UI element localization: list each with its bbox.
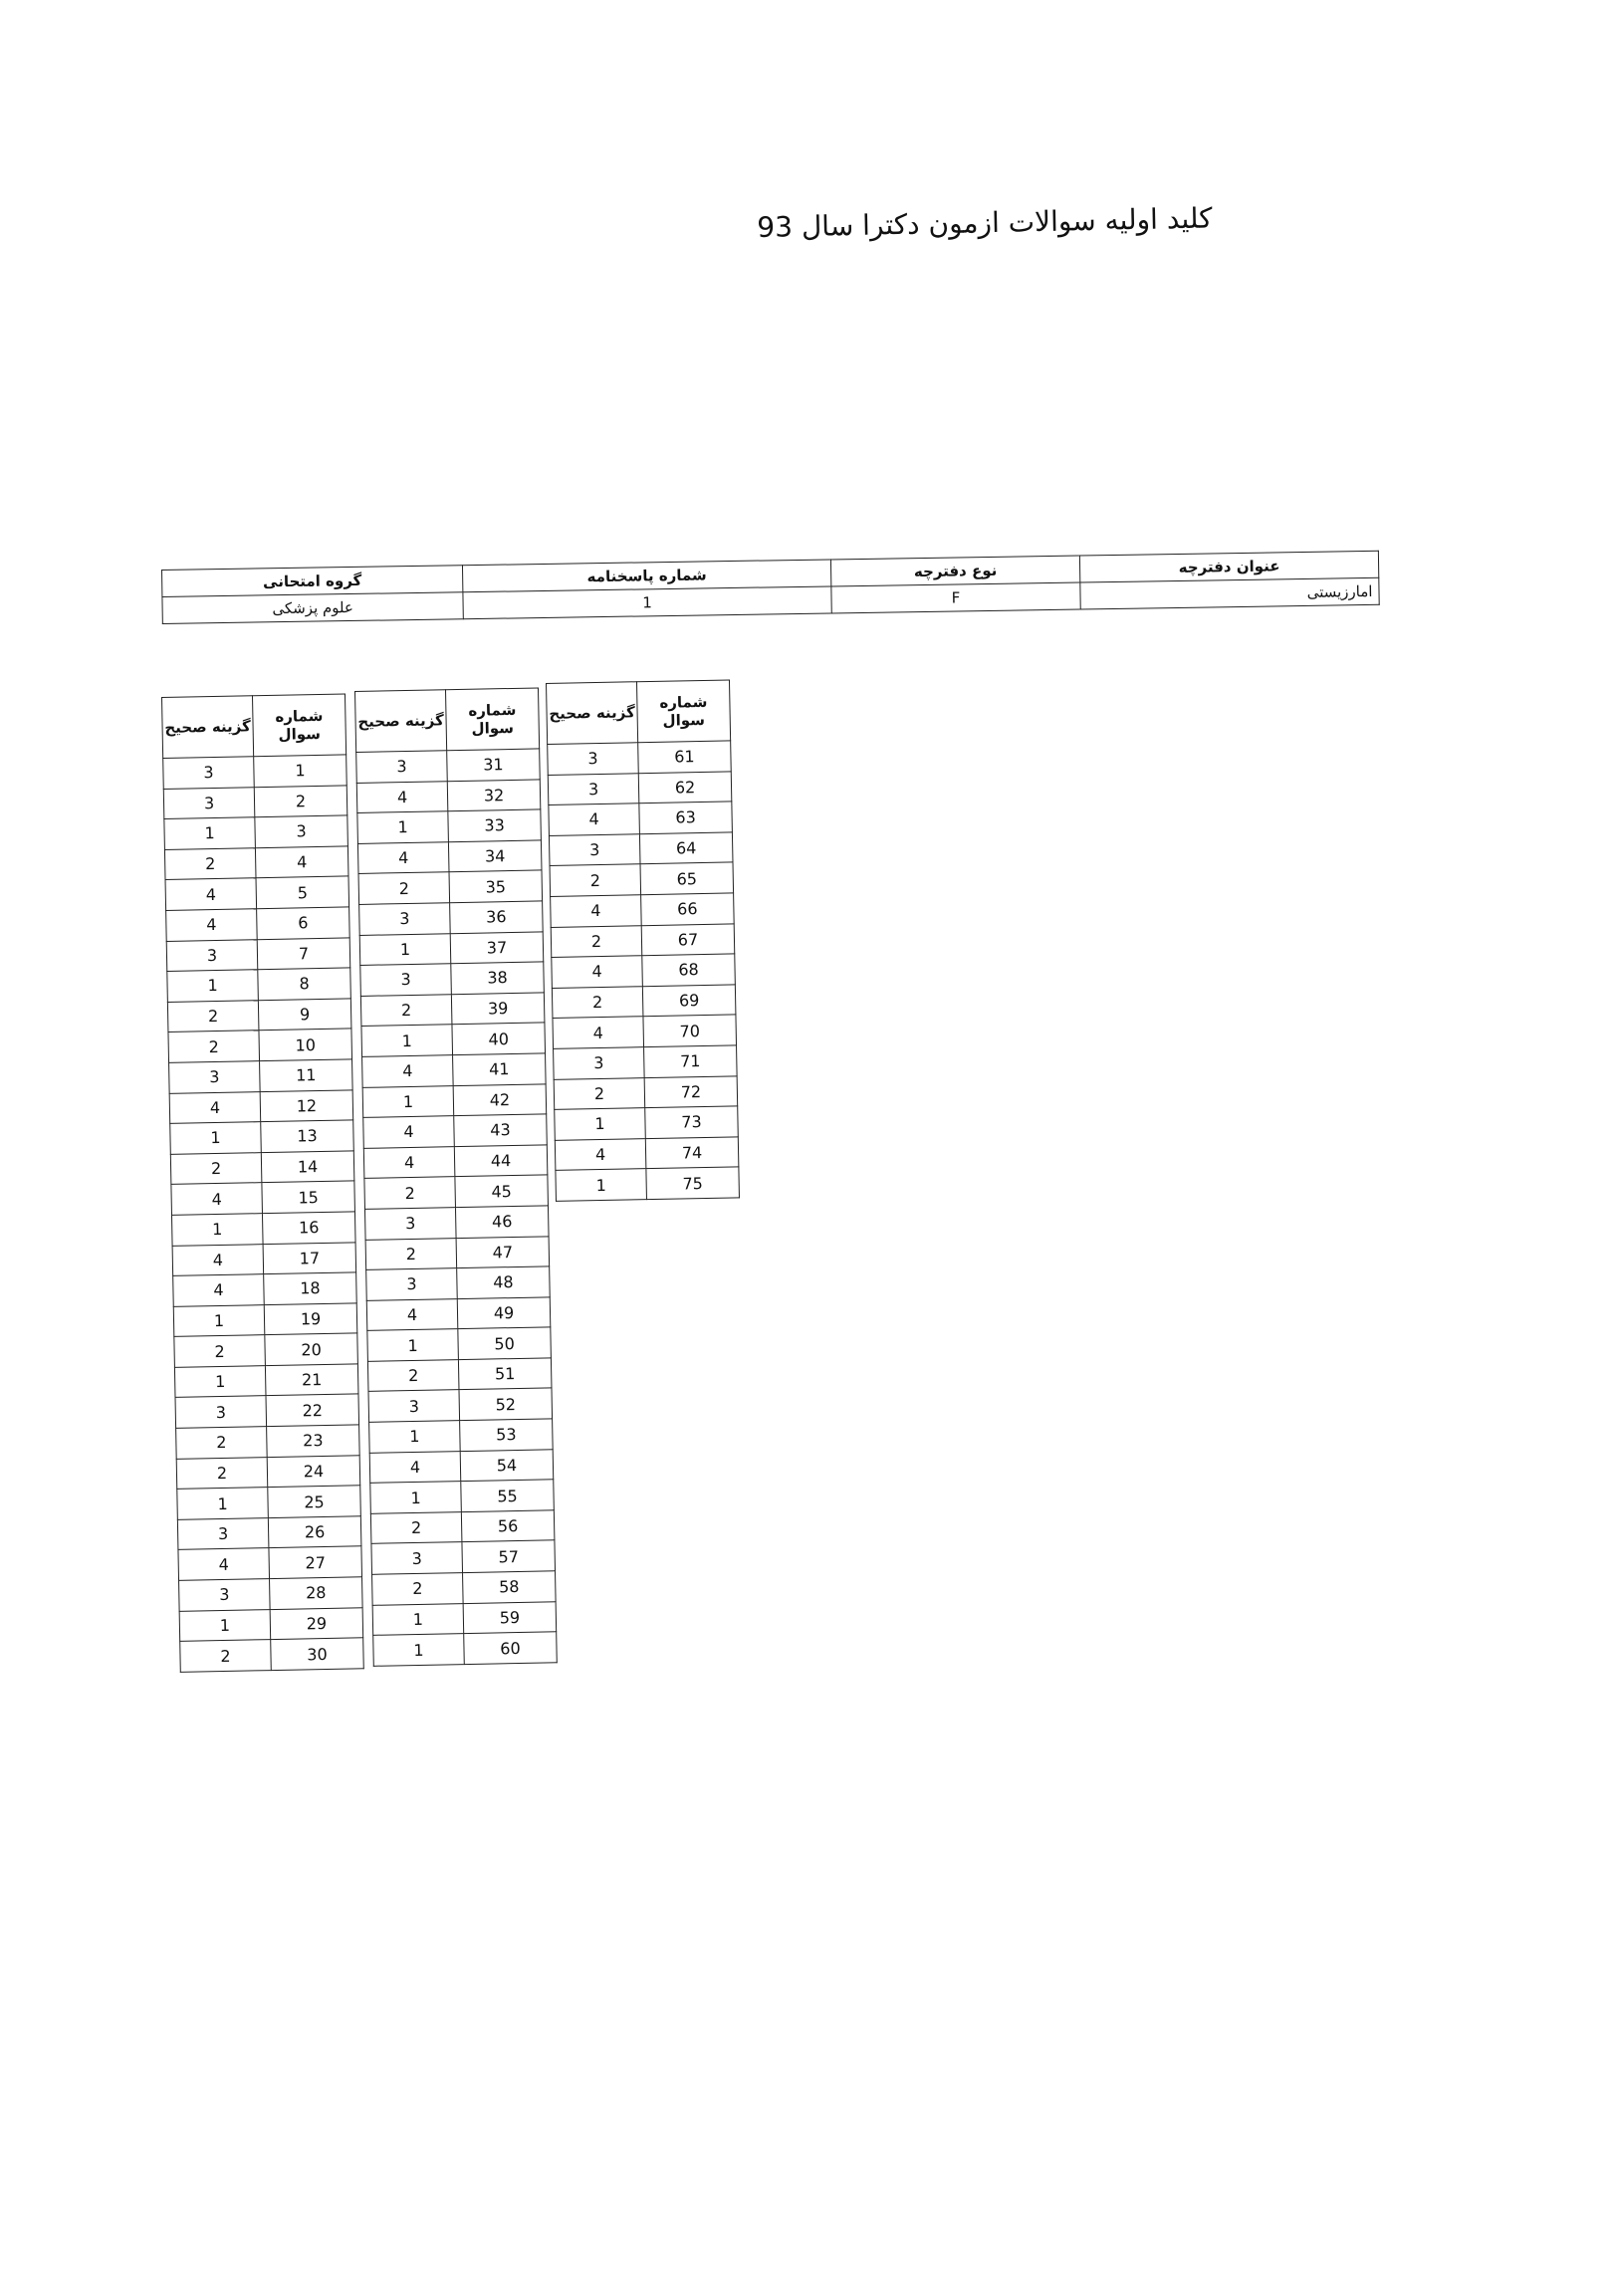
answer-key-header-row: [355, 688, 540, 753]
question-number-cell: 15: [262, 1181, 355, 1213]
question-number-cell: 9: [258, 999, 351, 1031]
answer-key-row: [166, 937, 350, 971]
correct-option-header: گزینه صحیح: [355, 690, 447, 753]
answer-key-header-row: [547, 680, 731, 745]
question-number-cell: 36: [450, 901, 544, 933]
answer-key-row: [169, 1089, 353, 1123]
question-number-cell: 14: [261, 1151, 354, 1183]
question-number-cell: 28: [270, 1577, 363, 1609]
question-number-header: شماره سوال: [636, 680, 730, 743]
correct-option-cell: 4: [173, 1274, 265, 1306]
booklet-type-header: نوع دفترچه: [830, 556, 1079, 586]
answer-key-row: [370, 1510, 555, 1544]
answer-key-row: [164, 815, 348, 849]
correct-option-cell: 2: [367, 1359, 459, 1391]
question-number-cell: 21: [265, 1364, 358, 1396]
question-number-cell: 6: [257, 907, 350, 939]
answer-key-row: [363, 1114, 548, 1148]
answer-key-row: [367, 1327, 552, 1361]
answer-key-row: [367, 1358, 552, 1392]
answer-key-row: [179, 1577, 363, 1611]
answer-key-row: [171, 1212, 355, 1246]
answer-key-row: [163, 786, 347, 819]
question-number-cell: 19: [264, 1303, 357, 1335]
question-number-cell: 38: [451, 962, 545, 994]
question-number-cell: 26: [268, 1516, 361, 1548]
booklet-title-value: امارزیستی: [1080, 577, 1379, 609]
question-number-cell: 56: [461, 1510, 555, 1542]
correct-option-cell: 3: [175, 1396, 267, 1428]
answer-key-row: [170, 1151, 354, 1185]
correct-option-cell: 1: [167, 970, 259, 1002]
answer-key-row: [167, 999, 351, 1033]
correct-option-cell: 1: [373, 1634, 465, 1666]
correct-option-cell: 1: [170, 1122, 262, 1154]
correct-option-cell: 1: [370, 1482, 462, 1513]
correct-option-cell: 2: [174, 1335, 266, 1367]
booklet-type-value: F: [831, 582, 1080, 613]
correct-option-cell: 1: [556, 1169, 647, 1201]
correct-option-cell: 4: [553, 1017, 644, 1048]
question-number-cell: 68: [642, 954, 736, 986]
question-number-cell: 35: [449, 870, 543, 902]
answer-key-header-row: [162, 694, 346, 759]
question-number-cell: 13: [261, 1120, 354, 1152]
correct-option-cell: 1: [179, 1609, 271, 1641]
correct-option-cell: 1: [367, 1329, 459, 1361]
answer-key-row: [358, 870, 543, 904]
correct-option-cell: 1: [357, 811, 449, 843]
question-number-cell: 2: [254, 786, 347, 817]
answer-key-row: [173, 1272, 357, 1306]
correct-option-cell: 4: [362, 1055, 454, 1087]
correct-option-cell: 2: [370, 1511, 462, 1543]
question-number-cell: 64: [639, 832, 733, 864]
question-number-cell: 63: [639, 802, 733, 833]
question-number-cell: 23: [267, 1425, 360, 1457]
answer-key-row: [362, 1053, 547, 1087]
question-number-cell: 33: [448, 809, 542, 841]
question-number-cell: 49: [457, 1297, 551, 1329]
question-number-cell: 42: [453, 1083, 547, 1115]
answer-key-row: [553, 1015, 737, 1048]
question-number-cell: 53: [460, 1419, 554, 1451]
question-number-cell: 48: [457, 1266, 551, 1298]
question-number-cell: 40: [452, 1023, 546, 1054]
correct-option-cell: 4: [552, 956, 643, 988]
correct-option-cell: 2: [364, 1177, 456, 1209]
correct-option-cell: 2: [168, 1031, 260, 1062]
correct-option-cell: 4: [549, 804, 640, 835]
question-number-cell: 51: [458, 1358, 552, 1390]
answer-key-row: [372, 1601, 557, 1635]
answer-key-row: [359, 901, 544, 935]
answer-key-row: [549, 802, 733, 835]
correct-option-cell: 3: [366, 1268, 458, 1300]
correct-option-cell: 3: [548, 743, 639, 775]
correct-option-cell: 4: [369, 1451, 461, 1483]
correct-option-cell: 4: [363, 1146, 455, 1178]
answer-key-row: [364, 1175, 549, 1209]
answer-key-row: [554, 1075, 738, 1109]
question-number-cell: 11: [260, 1059, 353, 1091]
answer-key-row: [168, 1029, 352, 1062]
exam-group-value: علوم پزشکی: [162, 592, 463, 624]
question-number-cell: 4: [255, 846, 348, 878]
answer-key-row: [172, 1242, 356, 1275]
question-number-cell: 61: [638, 741, 732, 773]
question-number-cell: 59: [463, 1601, 557, 1633]
answer-key-row: [548, 772, 732, 805]
answer-sheet-number-value: 1: [463, 586, 831, 619]
correct-option-cell: 4: [357, 841, 449, 873]
answer-key-row: [370, 1480, 555, 1513]
correct-option-cell: 3: [356, 751, 448, 783]
answer-key-row: [360, 962, 545, 996]
correct-option-cell: 4: [356, 781, 448, 812]
question-number-cell: 45: [455, 1175, 549, 1207]
question-number-cell: 7: [257, 937, 350, 969]
answer-key-row: [555, 1137, 739, 1171]
correct-option-cell: 4: [166, 909, 258, 941]
question-number-header: شماره سوال: [445, 688, 539, 751]
answer-key-row: [169, 1059, 353, 1093]
answer-key-row: [179, 1607, 363, 1641]
question-number-cell: 5: [256, 876, 349, 908]
answer-key-table-3: [546, 679, 740, 1201]
question-number-cell: 43: [454, 1114, 548, 1146]
question-number-cell: 18: [264, 1272, 357, 1304]
correct-option-cell: 2: [180, 1640, 272, 1672]
answer-key-row: [178, 1546, 362, 1580]
answer-key-row: [373, 1632, 558, 1666]
question-number-cell: 67: [641, 923, 735, 955]
correct-option-cell: 4: [555, 1138, 646, 1170]
question-number-cell: 52: [459, 1388, 553, 1420]
correct-option-cell: 2: [551, 925, 642, 957]
question-number-cell: 20: [265, 1333, 358, 1365]
question-number-cell: 74: [645, 1137, 739, 1169]
question-number-cell: 73: [645, 1106, 739, 1138]
correct-option-cell: 1: [171, 1214, 263, 1246]
answer-key-row: [356, 749, 541, 783]
correct-option-cell: 3: [364, 1208, 456, 1240]
correct-option-cell: 4: [366, 1298, 458, 1330]
correct-option-cell: 3: [169, 1061, 261, 1093]
answer-key-row: [175, 1394, 359, 1428]
correct-option-cell: 2: [365, 1238, 457, 1269]
correct-option-cell: 1: [372, 1603, 464, 1635]
question-number-cell: 71: [644, 1045, 738, 1077]
correct-option-header: گزینه صحیح: [547, 682, 638, 745]
correct-option-cell: 3: [359, 903, 451, 935]
correct-option-cell: 2: [167, 1000, 259, 1032]
answer-sheet-number-header: شماره پاسخنامه: [462, 560, 830, 592]
question-number-cell: 24: [267, 1455, 360, 1487]
correct-option-cell: 1: [361, 1025, 453, 1056]
answer-key-row: [173, 1303, 357, 1337]
correct-option-cell: 2: [552, 986, 643, 1018]
correct-option-cell: 3: [360, 964, 452, 996]
answer-key-row: [164, 846, 348, 880]
correct-option-cell: 2: [164, 847, 256, 879]
exam-info-table: [161, 551, 1380, 624]
correct-option-cell: 3: [163, 757, 255, 789]
answer-key-row: [550, 862, 734, 896]
question-number-cell: 46: [455, 1206, 549, 1238]
answer-key-row: [165, 876, 349, 910]
question-number-cell: 66: [641, 893, 735, 925]
exam-group-header: گروه امتحانی: [162, 566, 463, 597]
question-number-cell: 25: [268, 1486, 361, 1517]
question-number-cell: 27: [269, 1546, 362, 1578]
correct-option-cell: 2: [554, 1077, 645, 1109]
correct-option-cell: 2: [170, 1152, 262, 1184]
correct-option-header: گزینه صحیح: [162, 696, 254, 759]
answer-key-row: [554, 1045, 738, 1079]
question-number-cell: 58: [463, 1571, 557, 1603]
answer-key-row: [372, 1571, 557, 1605]
correct-option-cell: 3: [368, 1390, 460, 1422]
answer-key-row: [548, 741, 732, 775]
question-number-cell: 50: [458, 1327, 552, 1359]
correct-option-cell: 3: [177, 1517, 269, 1549]
answer-key-table-2: [354, 687, 558, 1666]
correct-option-cell: 1: [362, 1085, 454, 1117]
booklet-title-header: عنوان دفترچه: [1079, 551, 1378, 582]
question-number-cell: 10: [259, 1029, 352, 1060]
question-number-cell: 69: [642, 985, 736, 1017]
question-number-cell: 1: [254, 755, 347, 787]
question-number-cell: 62: [638, 772, 732, 804]
answer-key-row: [366, 1266, 551, 1300]
correct-option-cell: 3: [548, 773, 639, 804]
correct-option-cell: 2: [550, 864, 641, 896]
answer-key-row: [176, 1425, 360, 1459]
question-number-cell: 60: [464, 1632, 558, 1664]
correct-option-cell: 2: [360, 994, 452, 1026]
correct-option-cell: 2: [372, 1573, 464, 1605]
answer-key-row: [177, 1516, 361, 1550]
correct-option-cell: 2: [176, 1427, 268, 1459]
answer-key-row: [551, 893, 735, 927]
question-number-cell: 57: [462, 1540, 556, 1572]
correct-option-cell: 3: [166, 939, 258, 971]
correct-option-cell: 1: [369, 1421, 461, 1453]
answer-key-row: [176, 1455, 360, 1489]
question-number-cell: 70: [643, 1015, 737, 1046]
question-number-cell: 55: [461, 1480, 555, 1511]
answer-key-row: [362, 1083, 547, 1117]
answer-key-row: [365, 1236, 550, 1269]
answer-key-row: [357, 809, 542, 843]
question-number-cell: 12: [260, 1089, 353, 1121]
answer-key-row: [170, 1120, 354, 1154]
answer-key-row: [369, 1419, 554, 1453]
answer-key-row: [555, 1106, 739, 1140]
answer-key-row: [369, 1449, 554, 1483]
answer-key-table-1: [161, 693, 364, 1672]
answer-key-row: [366, 1297, 551, 1331]
correct-option-cell: 3: [163, 787, 255, 818]
answer-key-row: [364, 1206, 549, 1240]
correct-option-cell: 1: [164, 817, 256, 849]
answer-key-row: [163, 755, 347, 789]
correct-option-cell: 4: [165, 878, 257, 910]
correct-option-cell: 1: [173, 1304, 265, 1336]
correct-option-cell: 4: [178, 1548, 270, 1580]
answer-key-row: [177, 1486, 361, 1519]
correct-option-cell: 2: [176, 1457, 268, 1489]
answer-key-row: [360, 993, 545, 1027]
question-number-cell: 44: [454, 1145, 548, 1177]
answer-key-row: [166, 907, 350, 941]
document-title: کلید اولیه سوالات ازمون دکترا سال 93: [757, 201, 1213, 244]
correct-option-cell: 1: [174, 1365, 266, 1397]
answer-key-row: [552, 954, 736, 988]
answer-key-row: [171, 1181, 355, 1215]
answer-key-row: [359, 931, 544, 965]
answer-key-row: [552, 985, 736, 1019]
correct-option-cell: 1: [359, 933, 451, 965]
answer-key-row: [551, 923, 735, 957]
question-number-cell: 41: [453, 1053, 547, 1085]
question-number-cell: 16: [262, 1212, 355, 1244]
answer-key-row: [363, 1145, 548, 1179]
question-number-cell: 8: [258, 968, 351, 1000]
correct-option-cell: 4: [363, 1116, 455, 1148]
correct-option-cell: 4: [171, 1183, 263, 1215]
answer-key-row: [174, 1333, 358, 1367]
question-number-header: شماره سوال: [252, 694, 346, 757]
correct-option-cell: 2: [358, 872, 450, 904]
answer-key-row: [167, 968, 351, 1002]
answer-key-row: [556, 1167, 740, 1201]
answer-key-row: [361, 1023, 546, 1056]
question-number-cell: 37: [450, 931, 544, 963]
question-number-cell: 72: [644, 1075, 738, 1107]
answer-key-row: [357, 840, 542, 874]
question-number-cell: 32: [447, 780, 541, 811]
question-number-cell: 54: [460, 1449, 554, 1481]
correct-option-cell: 4: [551, 895, 642, 927]
question-number-cell: 34: [448, 840, 542, 872]
answer-key-row: [180, 1638, 364, 1672]
question-number-cell: 3: [255, 815, 348, 847]
correct-option-cell: 1: [177, 1488, 269, 1519]
correct-option-cell: 3: [179, 1579, 271, 1611]
question-number-cell: 75: [646, 1167, 740, 1199]
question-number-cell: 65: [640, 862, 734, 894]
answer-key-row: [371, 1540, 556, 1574]
answer-key-row: [356, 780, 541, 813]
correct-option-cell: 3: [554, 1047, 645, 1079]
question-number-cell: 31: [447, 749, 541, 781]
answer-key-row: [368, 1388, 553, 1422]
correct-option-cell: 4: [169, 1091, 261, 1123]
answer-key-row: [549, 832, 733, 866]
question-number-cell: 39: [451, 993, 545, 1025]
correct-option-cell: 3: [371, 1542, 463, 1574]
answer-key-row: [174, 1364, 358, 1398]
correct-option-cell: 4: [172, 1244, 264, 1275]
question-number-cell: 29: [270, 1607, 363, 1639]
question-number-cell: 47: [456, 1236, 550, 1267]
question-number-cell: 22: [266, 1394, 359, 1426]
correct-option-cell: 1: [555, 1108, 646, 1140]
correct-option-cell: 3: [549, 833, 640, 865]
question-number-cell: 17: [263, 1242, 356, 1273]
question-number-cell: 30: [271, 1638, 364, 1670]
